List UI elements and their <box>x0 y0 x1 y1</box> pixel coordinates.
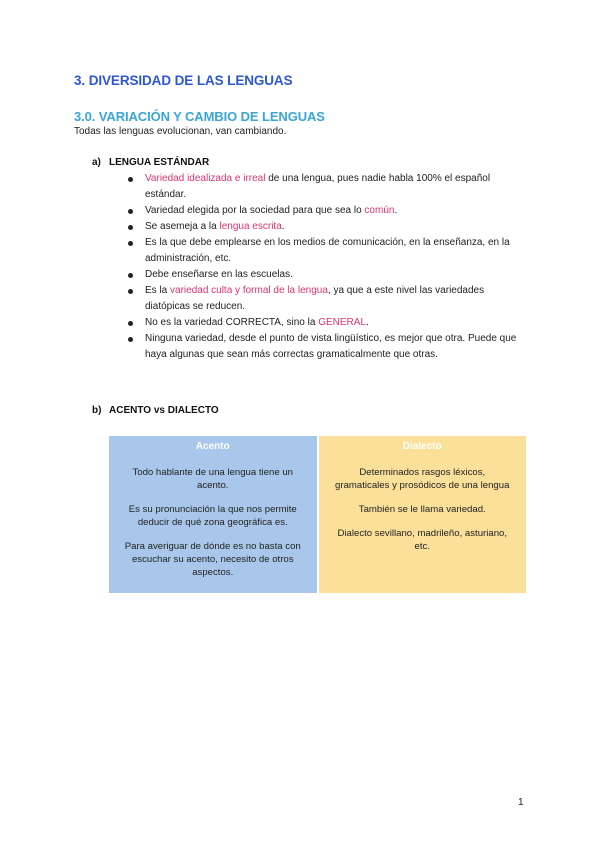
bullet-list <box>128 171 528 363</box>
dialecto-paragraph: Determinados rasgos léxicos, gramaticales y prosódicos de una lengua <box>335 467 510 491</box>
bullet-text: Variedad elegida por la sociedad para que sea lo <box>145 205 365 216</box>
bullet-dot-icon <box>128 337 133 342</box>
highlighted-text: lengua escrita <box>219 221 282 232</box>
bullet-text: . <box>281 221 285 232</box>
intro-text: Todas las lenguas evolucionan, van cambiando. <box>74 126 287 137</box>
bullet-text: Ninguna variedad, desde el punto de vista lingüístico, es mejor que otra. Puede que haya algunas que sean más correctas gramaticalmente que otras. <box>145 333 517 360</box>
comparison-table <box>109 436 526 593</box>
bullet-item <box>128 331 528 363</box>
bullet-item <box>128 283 528 315</box>
subsection-heading: 3.0. VARIACIÓN Y CAMBIO DE LENGUAS <box>74 109 325 124</box>
bullet-item <box>128 315 528 331</box>
bullet-text: Se asemeja a la <box>145 221 220 232</box>
dialecto-paragraph: También se le llama variedad. <box>358 504 486 515</box>
bullet-item <box>128 171 528 203</box>
dialecto-column <box>319 436 527 593</box>
section-b-letter: b) <box>92 405 102 416</box>
acento-header: Acento <box>195 441 230 452</box>
section-a-title: LENGUA ESTÁNDAR <box>109 157 210 168</box>
dialecto-body <box>319 458 527 564</box>
bullet-text: . <box>366 317 369 328</box>
section-a-letter: a) <box>92 157 101 168</box>
bullet-text: de una lengua, pues nadie habla 100% el español estándar. <box>145 173 491 200</box>
section-heading: 3. DIVERSIDAD DE LAS LENGUAS <box>74 73 293 88</box>
bullet-dot-icon <box>128 289 133 294</box>
acento-body <box>109 458 317 590</box>
bullet-text: Es la <box>145 285 171 296</box>
highlighted-text: común <box>364 205 395 216</box>
bullet-text: No es la variedad CORRECTA, sino la <box>145 317 319 328</box>
bullet-item <box>128 235 528 267</box>
bullet-text: Debe enseñarse en las escuelas. <box>145 269 293 280</box>
section-a-label <box>92 157 209 168</box>
bullet-text: . <box>394 205 398 216</box>
bullet-dot-icon <box>128 241 133 246</box>
page-number: 1 <box>518 797 524 808</box>
bullet-item <box>128 203 528 219</box>
highlighted-text: Variedad idealizada e irreal <box>145 173 266 184</box>
section-b-title: ACENTO vs DIALECTO <box>109 405 219 416</box>
acento-paragraph: Para averiguar de dónde es no basta con escuchar su acento, necesito de otros aspectos. <box>124 541 301 578</box>
bullet-text: , ya que a este nivel las variedades diatópicas se reducen. <box>145 285 485 312</box>
highlighted-text: variedad culta y formal de la lengua <box>170 285 328 296</box>
highlighted-text: GENERAL <box>318 317 367 328</box>
bullet-text: Es la que debe emplearse en los medios de comunicación, en la enseñanza, en la administración, etc. <box>145 237 510 264</box>
section-b-label <box>92 405 219 416</box>
dialecto-header: Dialecto <box>402 441 442 452</box>
acento-column <box>109 436 317 593</box>
bullet-dot-icon <box>128 273 133 278</box>
bullet-item <box>128 267 528 283</box>
bullet-item <box>128 219 528 235</box>
bullet-dot-icon <box>128 177 133 182</box>
bullet-dot-icon <box>128 209 133 214</box>
acento-paragraph: Es su pronunciación la que nos permite deducir de qué zona geográfica es. <box>128 504 297 528</box>
bullet-dot-icon <box>128 321 133 326</box>
bullet-dot-icon <box>128 225 133 230</box>
dialecto-paragraph: Dialecto sevillano, madrileño, asturiano, etc. <box>337 528 508 552</box>
acento-paragraph: Todo hablante de una lengua tiene un acento. <box>132 467 294 491</box>
